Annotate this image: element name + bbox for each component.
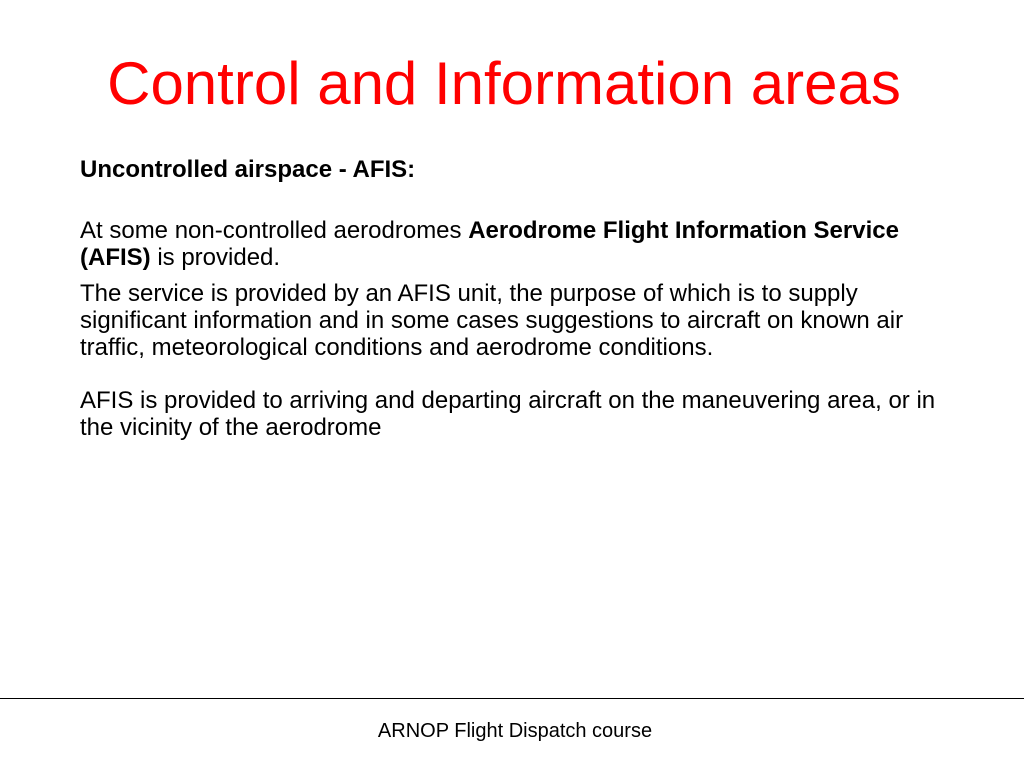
paragraph-afis-purpose: The service is provided by an AFIS unit, the purpose of which is to supply significant information and in some cases suggestions to aircraft on known air traffic, meteorological conditions and aerodrome conditions. — [80, 280, 904, 361]
paragraph-afis-intro — [80, 217, 960, 271]
slide-title: Control and Information areas — [107, 50, 901, 117]
paragraph-afis-intro-start: At some non-controlled aerodromes — [80, 217, 469, 244]
paragraph-afis-intro-end: is provided. — [150, 244, 281, 271]
footer-text: ARNOP Flight Dispatch course — [377, 720, 653, 742]
footer-divider — [0, 698, 1024, 699]
slide-body — [80, 155, 960, 450]
section-heading: Uncontrolled airspace - AFIS: — [80, 156, 416, 183]
afis-term: Aerodrome Flight Information Service (AFIS) — [80, 217, 899, 271]
paragraph-afis-scope: AFIS is provided to arriving and departing aircraft on the maneuvering area, or in the vicinity of the aerodrome — [80, 387, 936, 441]
